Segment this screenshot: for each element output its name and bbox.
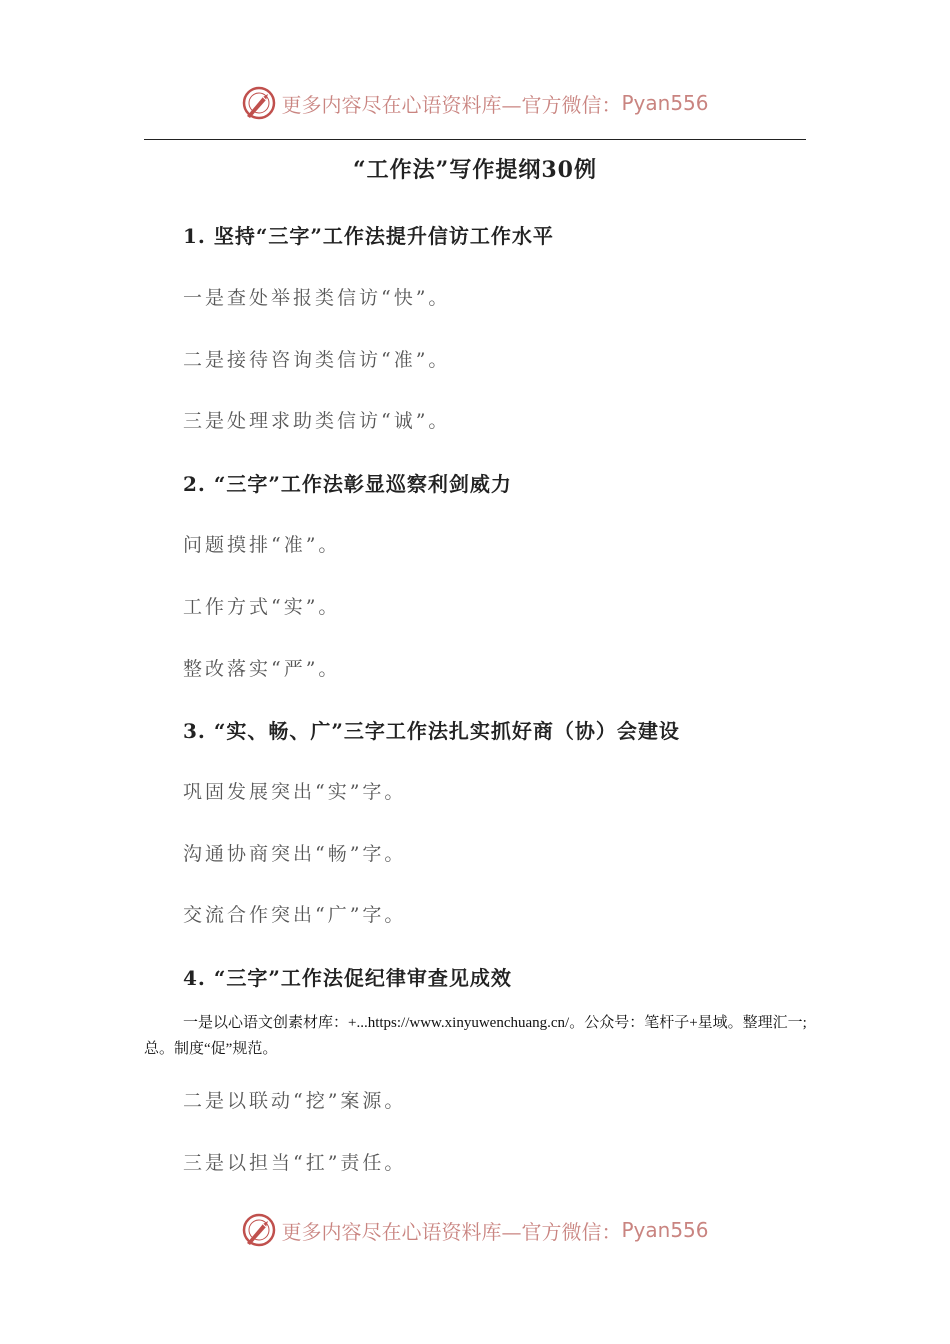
- pen-logo-icon: [241, 85, 277, 121]
- section-heading: 3. “实、畅、广”三字工作法扎实抓好商（协）会建设: [183, 719, 680, 743]
- banner-text: 更多内容尽在心语资料库—官方微信：: [281, 92, 622, 117]
- banner-wechat-id: Pyan556: [621, 1218, 709, 1242]
- list-item: 整改落实“严”。: [183, 658, 341, 680]
- footer-banner: [0, 1205, 950, 1255]
- body-paragraph: 一是以心语文创素材库：+...https://www.xinyuwenchuang.cn/。公众号：笔杆子+星域。整理汇一;总。制度“促”规范。: [144, 1015, 807, 1057]
- list-item: 交流合作突出“广”字。: [183, 904, 407, 926]
- document-title: “工作法”写作提纲30例: [353, 157, 597, 183]
- list-item: 二是以联动“挖”案源。: [183, 1090, 407, 1112]
- list-item: 三是处理求助类信访“诚”。: [183, 410, 451, 432]
- list-item: 沟通协商突出“畅”字。: [183, 843, 407, 865]
- list-item: 一是查处举报类信访“快”。: [183, 287, 451, 309]
- banner-text: 更多内容尽在心语资料库—官方微信：: [281, 1219, 622, 1244]
- list-item: 问题摸排“准”。: [183, 534, 341, 556]
- banner-wechat-id: Pyan556: [621, 91, 709, 115]
- section-heading: 4. “三字”工作法促纪律审查见成效: [183, 966, 512, 990]
- pen-logo-icon: [241, 1212, 277, 1248]
- list-item: 二是接待咨询类信访“准”。: [183, 349, 451, 371]
- list-item: 巩固发展突出“实”字。: [183, 781, 407, 803]
- header-rule: [144, 139, 806, 140]
- section-heading: 1. 坚持“三字”工作法提升信访工作水平: [183, 224, 554, 248]
- header-banner: [0, 78, 950, 128]
- list-item: 三是以担当“扛”责任。: [183, 1152, 407, 1174]
- list-item: 工作方式“实”。: [183, 596, 341, 618]
- section-heading: 2. “三字”工作法彰显巡察利剑威力: [183, 472, 512, 496]
